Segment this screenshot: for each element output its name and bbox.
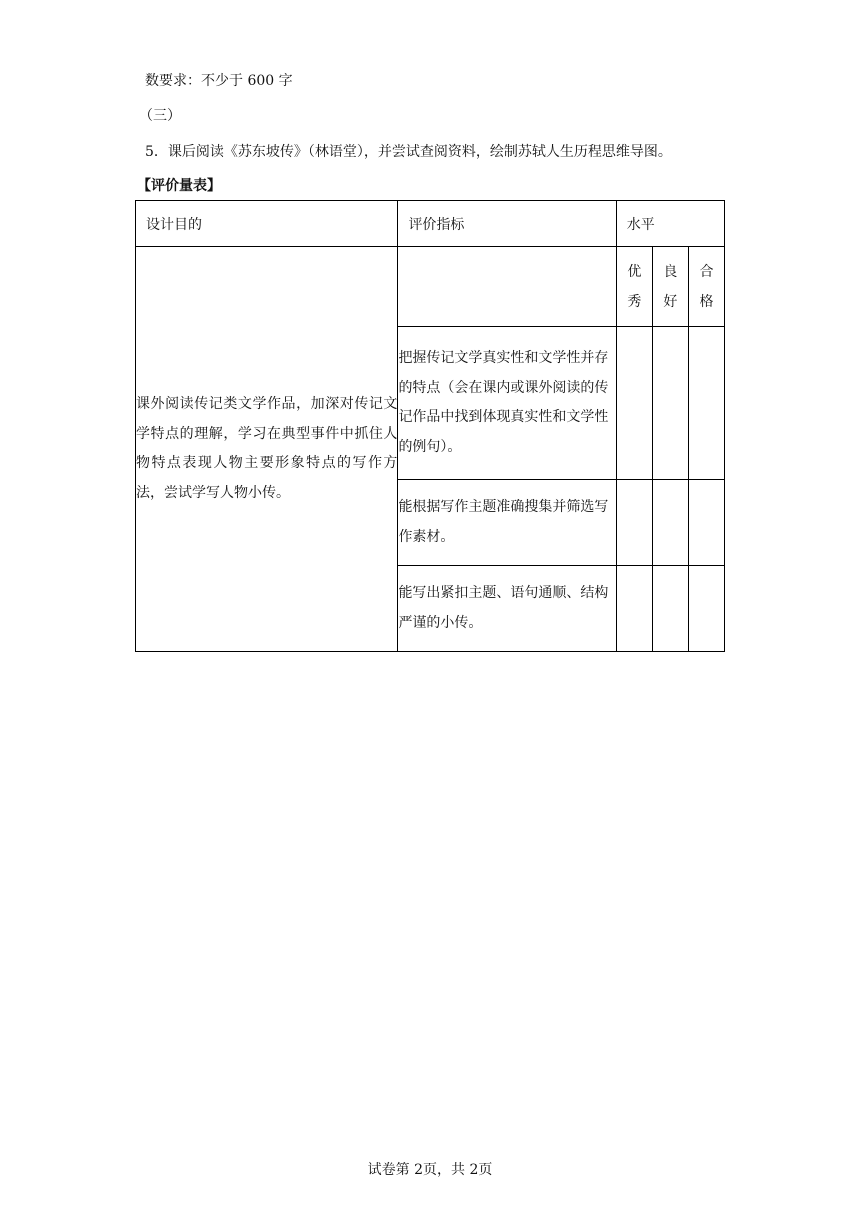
- section-heading: （三）: [139, 108, 181, 124]
- header-indicator: 评价指标: [398, 201, 616, 247]
- header-goal: 设计目的: [136, 201, 398, 247]
- header-row: [136, 201, 725, 247]
- rating-cell: [688, 480, 724, 566]
- rating-cell: [652, 566, 688, 652]
- rating-cell: [688, 566, 724, 652]
- rating-cell: [616, 327, 652, 480]
- level-excellent-char-1: 优: [627, 263, 642, 280]
- evaluation-rubric-table: [135, 200, 725, 652]
- indicator-cell: 能写出紧扣主题、语句通顺、结构严谨的小传。: [398, 566, 616, 652]
- blank-indicator-cell: [398, 247, 616, 327]
- rating-cell: [616, 566, 652, 652]
- level-pass: [688, 247, 724, 327]
- rating-cell: [688, 327, 724, 480]
- indicator-cell: 把握传记文学真实性和文学性并存的特点（会在课内或课外阅读的传记作品中找到体现真实性和文学性的例句）。: [398, 327, 616, 480]
- rating-cell: [652, 480, 688, 566]
- level-good-char-2: 好: [663, 293, 678, 310]
- rating-cell: [652, 327, 688, 480]
- level-good: [652, 247, 688, 327]
- level-pass-char-2: 格: [699, 293, 714, 310]
- level-good-char-1: 良: [663, 263, 678, 280]
- header-level: 水平: [616, 201, 724, 247]
- rubric-title: 【评价量表】: [137, 178, 221, 194]
- level-row: [136, 247, 725, 327]
- question-5: 5．课后阅读《苏东坡传》（林语堂），并尝试查阅资料，绘制苏轼人生历程思维导图。: [145, 144, 672, 160]
- rating-cell: [616, 480, 652, 566]
- indicator-cell: 能根据写作主题准确搜集并筛选写作素材。: [398, 480, 616, 566]
- word-count-requirement: 数要求：不少于 600 字: [145, 73, 293, 89]
- design-goal-cell: 课外阅读传记类文学作品，加深对传记文学特点的理解，学习在典型事件中抓住人物特点表现人物主要形象特点的写作方法，尝试学写人物小传。: [136, 247, 398, 652]
- level-excellent-char-2: 秀: [627, 293, 642, 310]
- page-footer: 试卷第 2页，共 2页: [367, 1162, 493, 1178]
- level-excellent: [616, 247, 652, 327]
- level-pass-char-1: 合: [699, 263, 714, 280]
